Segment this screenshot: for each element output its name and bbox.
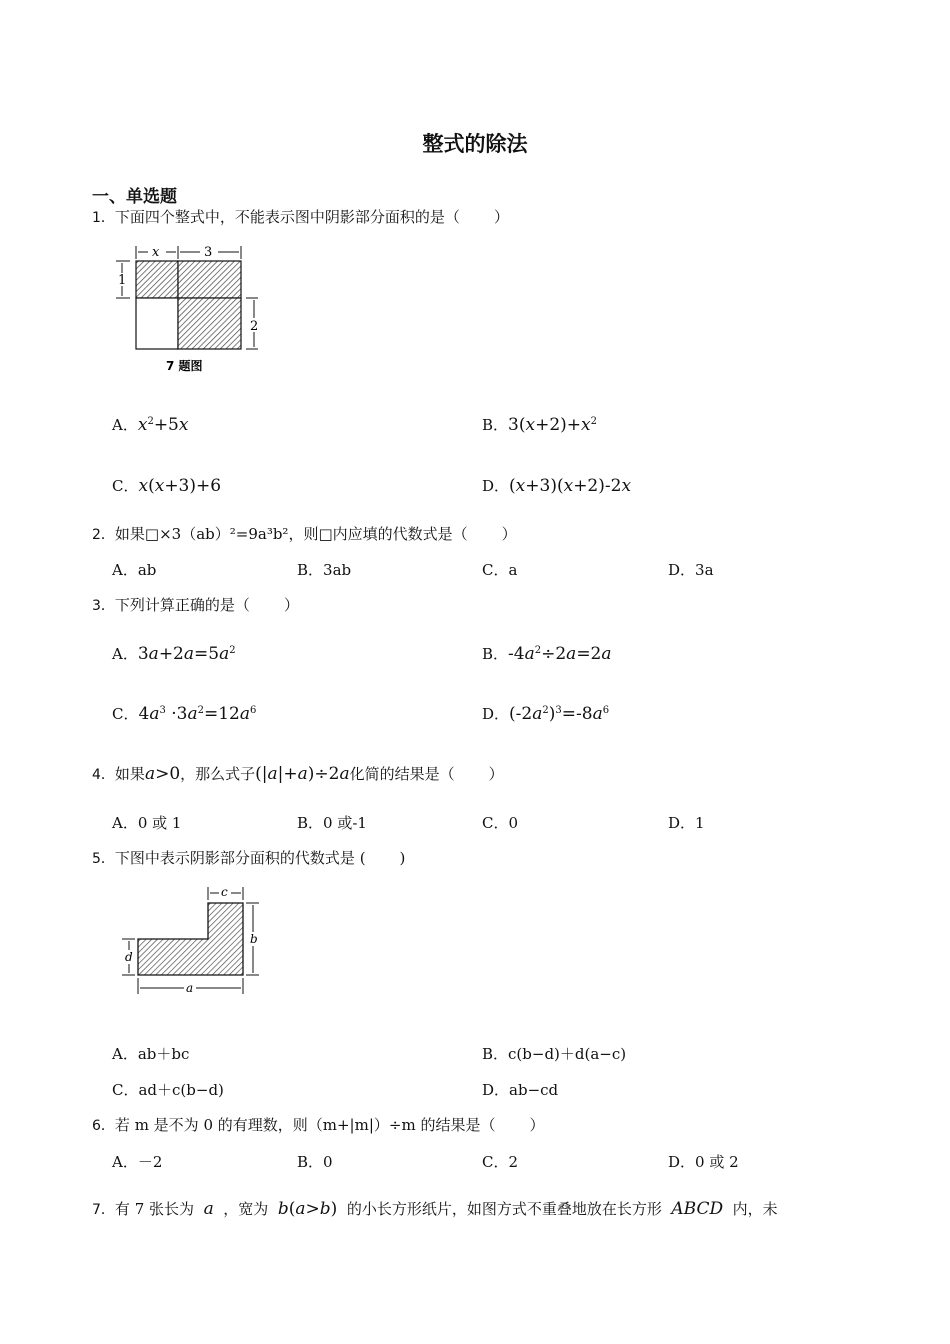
svg-text:x: x	[152, 245, 160, 260]
q5-option-c[interactable]: C．ad＋c(b−d)	[112, 1081, 224, 1099]
q6-option-c[interactable]: C．2	[482, 1153, 519, 1171]
q1-option-c[interactable]: C．x(x+3)+6	[112, 476, 222, 496]
q2-option-b[interactable]: B．3ab	[297, 561, 352, 579]
page-title: 整式的除法	[422, 132, 528, 156]
q4-option-b[interactable]: B．0 或-1	[297, 814, 367, 832]
q3-option-b[interactable]: B．$-4a^2\div 2a=2a$	[482, 644, 612, 664]
q3-option-a[interactable]: A．$3a+2a=5a^2$	[112, 644, 236, 664]
question-1-figure	[108, 240, 258, 375]
q6-option-b[interactable]: B．0	[297, 1153, 333, 1171]
question-5-figure	[118, 882, 278, 1000]
q1-option-d[interactable]: D．(x+3)(x+2)-2x	[482, 476, 632, 496]
q3-option-d[interactable]: D．$(-2a^2)^3=-8a^6$	[482, 704, 610, 724]
question-1: 1．下面四个整式中，不能表示图中阴影部分面积的是（ ）	[92, 208, 509, 226]
q6-option-a[interactable]: A．－2	[112, 1153, 163, 1171]
q2-option-a[interactable]: A．ab	[112, 561, 157, 579]
q1-option-a[interactable]: A．$x^2+5x$	[112, 415, 189, 435]
q6-option-d[interactable]: D．0 或 2	[668, 1153, 739, 1171]
svg-text:a: a	[186, 981, 194, 995]
svg-text:d: d	[125, 950, 133, 964]
question-3: 3．下列计算正确的是（ ）	[92, 596, 299, 614]
q5-option-d[interactable]: D．ab−cd	[482, 1081, 559, 1099]
question-1-figure-caption: 7 题图	[166, 359, 203, 373]
svg-text:3: 3	[204, 245, 213, 260]
q3-option-c[interactable]: C．$4a^3 \cdot 3a^2=12a^6$	[112, 704, 257, 724]
svg-text:1: 1	[118, 273, 127, 288]
q1-option-b[interactable]: B．$3(x+2)+x^2$	[482, 415, 597, 435]
q2-option-c[interactable]: C．a	[482, 561, 518, 579]
question-4: 4．如果a>0，那么式子(|a|+a)÷2a化简的结果是（ ）	[92, 764, 504, 784]
q2-option-d[interactable]: D．3a	[668, 561, 714, 579]
svg-text:b: b	[250, 932, 258, 946]
q5-option-a[interactable]: A．ab＋bc	[112, 1045, 190, 1063]
svg-text:2: 2	[250, 319, 258, 334]
svg-text:c: c	[221, 885, 228, 899]
q5-option-b[interactable]: B．c(b−d)＋d(a−c)	[482, 1045, 627, 1063]
q4-option-a[interactable]: A．0 或 1	[112, 814, 182, 832]
q4-option-c[interactable]: C．0	[482, 814, 519, 832]
q4-option-d[interactable]: D．1	[668, 814, 705, 832]
question-6: 6．若 m 是不为 0 的有理数，则（m+|m|）÷m 的结果是（ ）	[92, 1116, 545, 1134]
question-2: 2．如果□×3（ab）²=9a³b²，则□内应填的代数式是（ ）	[92, 525, 517, 543]
section-heading: 一、单选题	[92, 187, 177, 207]
question-7: 7．有 7 张长为 a ，宽为 b(a>b) 的小长方形纸片，如图方式不重叠地放在长方形 ABCD 内，未	[92, 1199, 778, 1219]
question-5: 5．下图中表示阴影部分面积的代数式是 ( )	[92, 849, 406, 867]
